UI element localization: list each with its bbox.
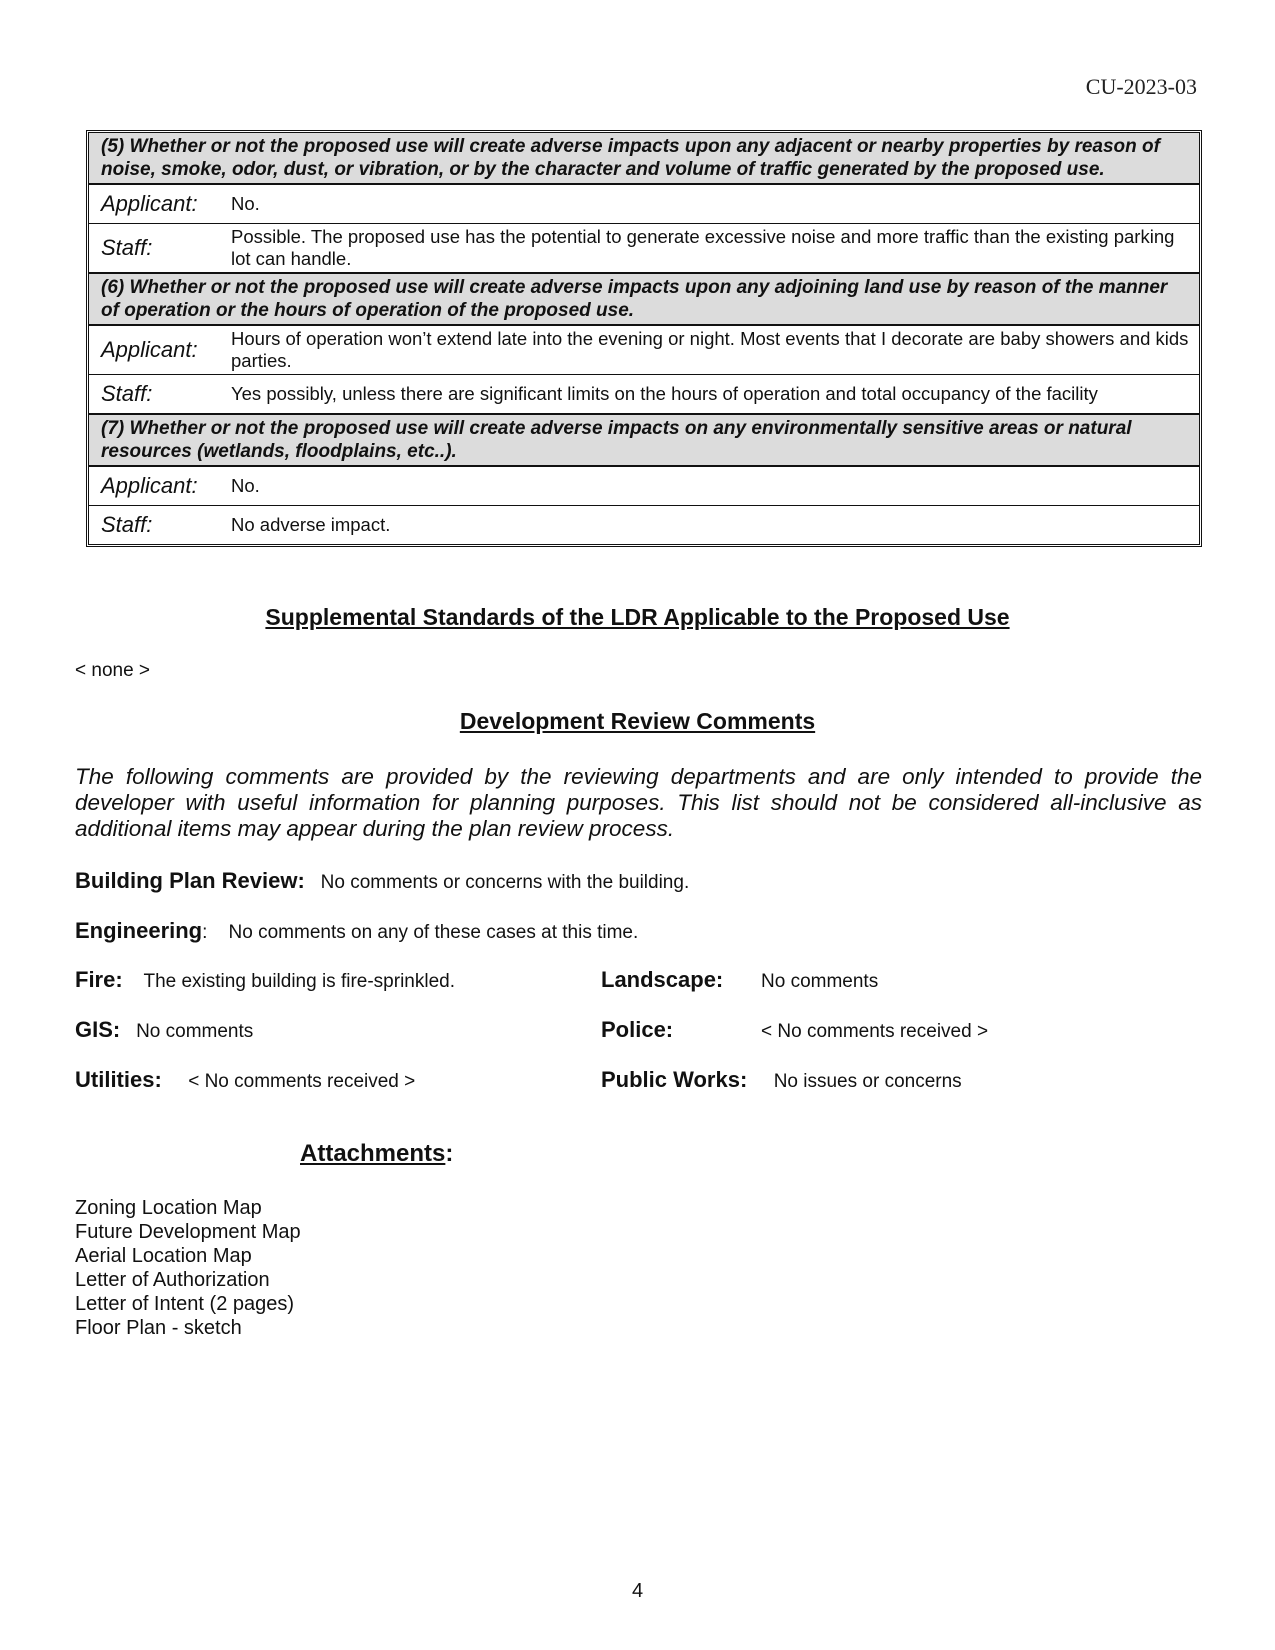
staff-response: Possible. The proposed use has the potential to generate excessive noise and more traffic than the existing parking lot can handle. [231, 226, 1175, 269]
criterion-7-question: (7) Whether or not the proposed use will create adverse impacts on any environmentally sensitive areas or natural resources (wetlands, floodplains, etc..). [89, 413, 1199, 467]
building-plan-review-value: No comments or concerns with the building. [320, 872, 690, 893]
gis-comment [75, 1017, 253, 1043]
review-intro-paragraph: The following comments are provided by the reviewing departments and are only intended to provide the developer with useful information for planning purposes. This list should not be considered all-inclusive as additional items may appear during the plan review process. [75, 764, 1202, 841]
list-item: Letter of Intent (2 pages) [75, 1293, 295, 1315]
public-works-label: Public Works: [601, 1067, 748, 1092]
building-plan-review-label: Building Plan Review: [75, 868, 305, 893]
criterion-6-question: (6) Whether or not the proposed use will create adverse impacts upon any adjoining land use by reason of the manner of operation or the hours of operation of the proposed use. [89, 272, 1199, 326]
engineering-value: No comments on any of these cases at this time. [228, 922, 639, 943]
attachments-list [75, 1196, 301, 1340]
attachments-heading [300, 1140, 453, 1168]
engineering-colon: : [202, 922, 208, 943]
applicant-response: No. [231, 475, 260, 496]
staff-response: Yes possibly, unless there are significant limits on the hours of operation and total occupancy of the facility [231, 383, 1098, 404]
engineering-comment [75, 918, 638, 944]
list-item: Zoning Location Map [75, 1197, 262, 1219]
police-value: < No comments received > [761, 1021, 989, 1042]
public-works-comment [601, 1067, 962, 1093]
utilities-label: Utilities: [75, 1067, 162, 1092]
staff-label: Staff: [101, 381, 153, 406]
gis-value: No comments [136, 1021, 254, 1042]
page-number: 4 [631, 1580, 644, 1602]
list-item: Aerial Location Map [75, 1245, 252, 1267]
supplemental-standards-value: < none > [75, 660, 151, 681]
criterion-5-applicant-row [89, 185, 1199, 223]
public-works-value: No issues or concerns [773, 1071, 962, 1092]
gis-label: GIS: [75, 1017, 121, 1042]
case-number: CU-2023-03 [1085, 74, 1197, 99]
applicant-response: Hours of operation won’t extend late into the evening or night. Most events that I decorate are baby showers and kids parties. [231, 328, 1189, 371]
fire-value: The existing building is fire-sprinkled. [143, 971, 456, 992]
criterion-7-applicant-row [89, 467, 1199, 505]
engineering-label: Engineering [75, 918, 203, 943]
staff-label: Staff: [101, 512, 153, 537]
fire-label: Fire: [75, 967, 123, 992]
utilities-comment [75, 1067, 415, 1093]
landscape-label: Landscape: [601, 967, 724, 992]
staff-response: No adverse impact. [231, 514, 391, 535]
applicant-label: Applicant: [101, 473, 198, 498]
police-comment [601, 1017, 988, 1043]
supplemental-standards-heading: Supplemental Standards of the LDR Applicable to the Proposed Use [265, 604, 1010, 630]
development-review-heading: Development Review Comments [459, 708, 816, 734]
landscape-value: No comments [761, 971, 879, 992]
list-item: Floor Plan - sketch [75, 1317, 242, 1339]
list-item: Future Development Map [75, 1221, 301, 1243]
criterion-7-staff-row [89, 505, 1199, 544]
review-criteria-table [86, 130, 1202, 547]
building-plan-review-comment [75, 868, 689, 894]
attachments-colon: : [445, 1140, 454, 1167]
list-item: Letter of Authorization [75, 1269, 270, 1291]
staff-label: Staff: [101, 235, 153, 260]
applicant-label: Applicant: [101, 191, 198, 216]
police-label: Police: [601, 1017, 674, 1042]
utilities-value: < No comments received > [188, 1071, 416, 1092]
criterion-6-applicant-row [89, 326, 1199, 374]
landscape-comment [601, 967, 878, 993]
criterion-5-question: (5) Whether or not the proposed use will create adverse impacts upon any adjacent or nearby properties by reason of noise, smoke, odor, dust, or vibration, or by the character and volume of traffic generated by the proposed use. [89, 133, 1199, 185]
attachments-title: Attachments [300, 1140, 446, 1167]
applicant-response: No. [231, 193, 260, 214]
applicant-label: Applicant: [101, 337, 198, 362]
criterion-5-staff-row [89, 223, 1199, 272]
fire-comment [75, 967, 455, 993]
criterion-6-staff-row [89, 374, 1199, 413]
